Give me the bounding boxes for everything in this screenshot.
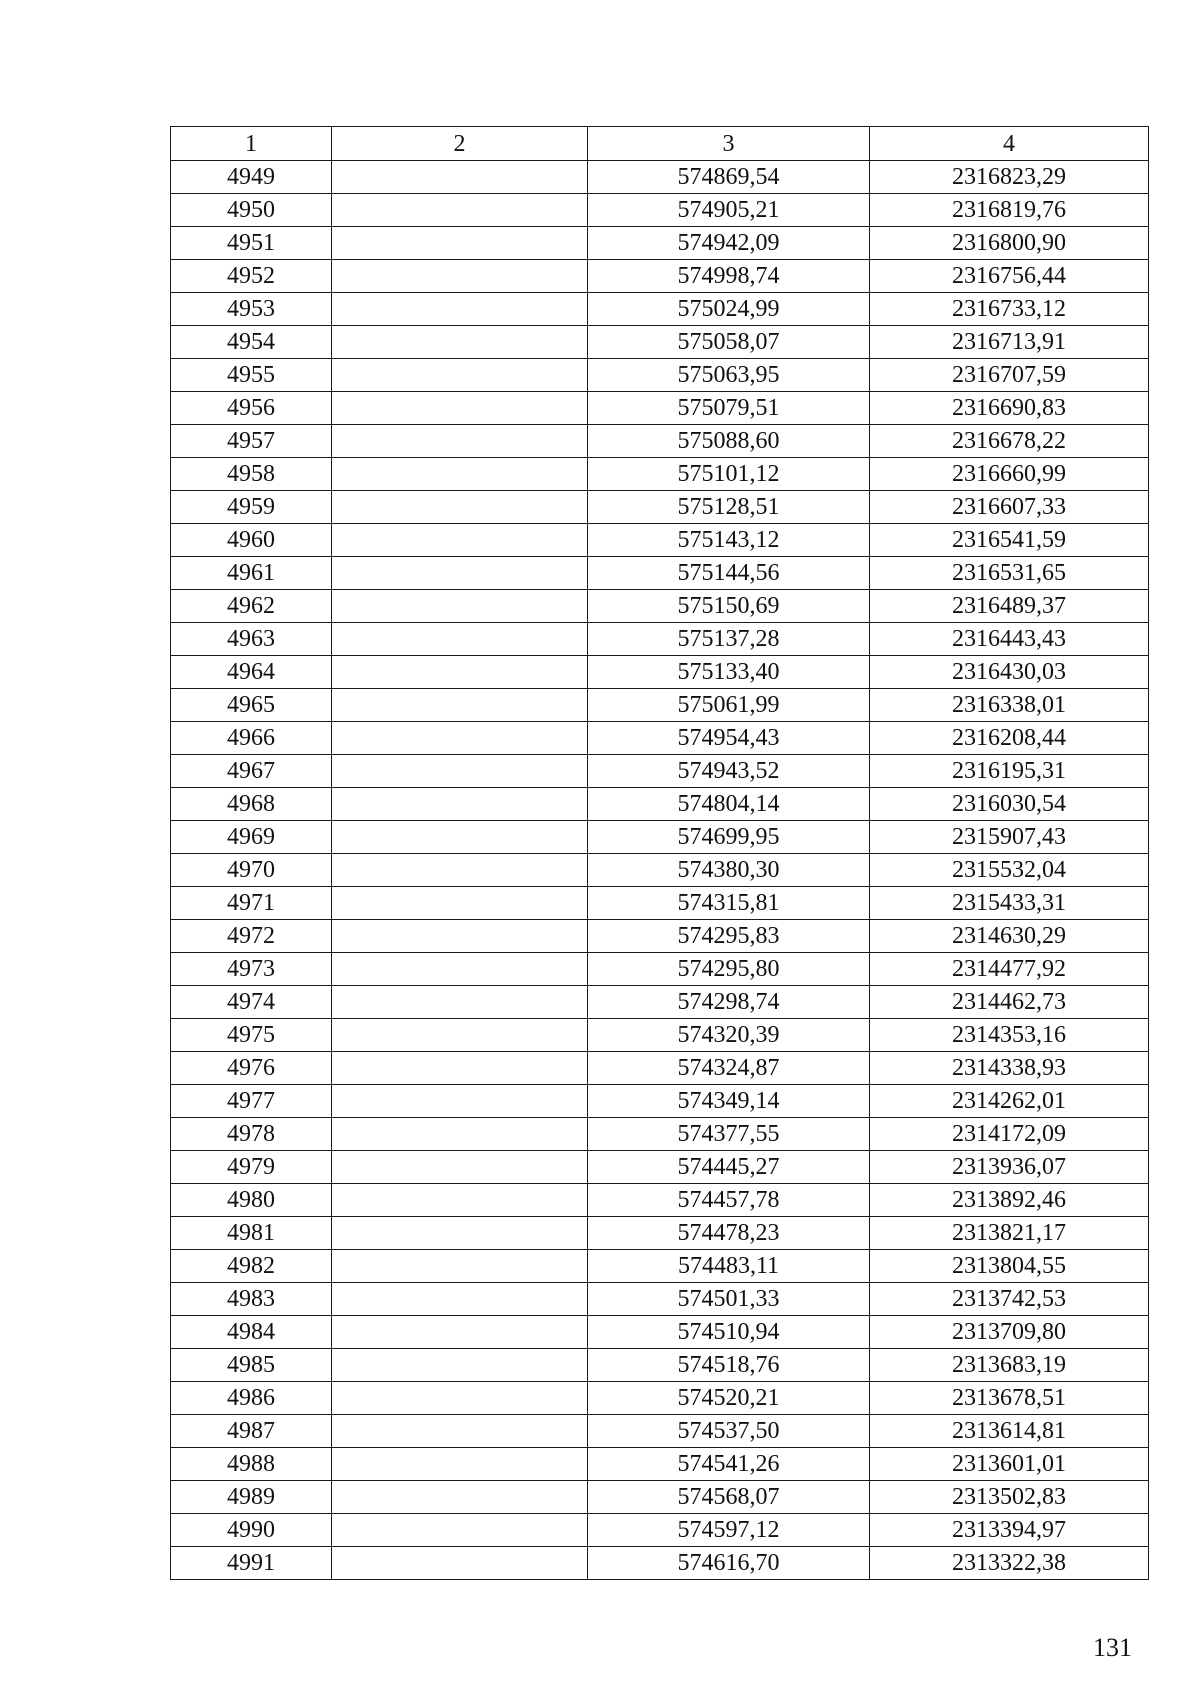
empty-cell [332,1118,588,1151]
empty-cell [332,1019,588,1052]
x-coordinate-cell: 574943,52 [588,755,870,788]
y-coordinate-cell: 2316030,54 [870,788,1149,821]
table-row [171,1151,1149,1184]
table-row [171,359,1149,392]
empty-cell [332,1481,588,1514]
point-number-cell: 4985 [171,1349,332,1382]
table-row [171,1250,1149,1283]
y-coordinate-cell: 2316541,59 [870,524,1149,557]
point-number-cell: 4981 [171,1217,332,1250]
table-row [171,491,1149,524]
x-coordinate-cell: 574483,11 [588,1250,870,1283]
y-coordinate-cell: 2314172,09 [870,1118,1149,1151]
point-number-cell: 4949 [171,161,332,194]
y-coordinate-cell: 2313601,01 [870,1448,1149,1481]
empty-cell [332,689,588,722]
table-row [171,1448,1149,1481]
coordinates-table [170,126,1149,1580]
y-coordinate-cell: 2314338,93 [870,1052,1149,1085]
y-coordinate-cell: 2313322,38 [870,1547,1149,1580]
empty-cell [332,1184,588,1217]
table-row [171,458,1149,491]
y-coordinate-cell: 2316823,29 [870,161,1149,194]
empty-cell [332,194,588,227]
point-number-cell: 4989 [171,1481,332,1514]
y-coordinate-cell: 2313742,53 [870,1283,1149,1316]
page-number: 131 [1093,1633,1132,1662]
table-row [171,1547,1149,1580]
y-coordinate-cell: 2313394,97 [870,1514,1149,1547]
y-coordinate-cell: 2316531,65 [870,557,1149,590]
y-coordinate-cell: 2316443,43 [870,623,1149,656]
point-number-cell: 4976 [171,1052,332,1085]
x-coordinate-cell: 575137,28 [588,623,870,656]
empty-cell [332,1085,588,1118]
empty-cell [332,1316,588,1349]
point-number-cell: 4975 [171,1019,332,1052]
table-row [171,1481,1149,1514]
table-row [171,1217,1149,1250]
table-row [171,755,1149,788]
x-coordinate-cell: 574869,54 [588,161,870,194]
x-coordinate-cell: 574478,23 [588,1217,870,1250]
column-header-1: 1 [171,127,332,161]
empty-cell [332,953,588,986]
point-number-cell: 4980 [171,1184,332,1217]
point-number-cell: 4984 [171,1316,332,1349]
y-coordinate-cell: 2313821,17 [870,1217,1149,1250]
empty-cell [332,1217,588,1250]
table-row [171,227,1149,260]
x-coordinate-cell: 574349,14 [588,1085,870,1118]
point-number-cell: 4986 [171,1382,332,1415]
empty-cell [332,326,588,359]
point-number-cell: 4991 [171,1547,332,1580]
point-number-cell: 4966 [171,722,332,755]
x-coordinate-cell: 575150,69 [588,590,870,623]
point-number-cell: 4982 [171,1250,332,1283]
x-coordinate-cell: 574804,14 [588,788,870,821]
empty-cell [332,293,588,326]
empty-cell [332,1283,588,1316]
y-coordinate-cell: 2316733,12 [870,293,1149,326]
point-number-cell: 4954 [171,326,332,359]
y-coordinate-cell: 2316607,33 [870,491,1149,524]
table-row [171,722,1149,755]
point-number-cell: 4963 [171,623,332,656]
y-coordinate-cell: 2314477,92 [870,953,1149,986]
table-row [171,260,1149,293]
x-coordinate-cell: 575133,40 [588,656,870,689]
x-coordinate-cell: 575088,60 [588,425,870,458]
point-number-cell: 4956 [171,392,332,425]
table-row [171,1316,1149,1349]
point-number-cell: 4959 [171,491,332,524]
point-number-cell: 4955 [171,359,332,392]
empty-cell [332,590,588,623]
point-number-cell: 4951 [171,227,332,260]
point-number-cell: 4958 [171,458,332,491]
x-coordinate-cell: 574298,74 [588,986,870,1019]
y-coordinate-cell: 2314630,29 [870,920,1149,953]
y-coordinate-cell: 2315532,04 [870,854,1149,887]
y-coordinate-cell: 2316707,59 [870,359,1149,392]
table-row [171,821,1149,854]
table-row [171,1514,1149,1547]
x-coordinate-cell: 575024,99 [588,293,870,326]
y-coordinate-cell: 2316489,37 [870,590,1149,623]
table-row [171,1283,1149,1316]
y-coordinate-cell: 2316756,44 [870,260,1149,293]
point-number-cell: 4988 [171,1448,332,1481]
point-number-cell: 4952 [171,260,332,293]
point-number-cell: 4987 [171,1415,332,1448]
point-number-cell: 4972 [171,920,332,953]
point-number-cell: 4950 [171,194,332,227]
y-coordinate-cell: 2316713,91 [870,326,1149,359]
point-number-cell: 4964 [171,656,332,689]
y-coordinate-cell: 2316430,03 [870,656,1149,689]
point-number-cell: 4960 [171,524,332,557]
y-coordinate-cell: 2316208,44 [870,722,1149,755]
point-number-cell: 4978 [171,1118,332,1151]
x-coordinate-cell: 574616,70 [588,1547,870,1580]
x-coordinate-cell: 575143,12 [588,524,870,557]
y-coordinate-cell: 2313502,83 [870,1481,1149,1514]
x-coordinate-cell: 574597,12 [588,1514,870,1547]
x-coordinate-cell: 574998,74 [588,260,870,293]
x-coordinate-cell: 574380,30 [588,854,870,887]
table-row [171,1415,1149,1448]
empty-cell [332,722,588,755]
y-coordinate-cell: 2313936,07 [870,1151,1149,1184]
y-coordinate-cell: 2316678,22 [870,425,1149,458]
point-number-cell: 4957 [171,425,332,458]
table-row [171,656,1149,689]
empty-cell [332,491,588,524]
empty-cell [332,392,588,425]
empty-cell [332,425,588,458]
empty-cell [332,821,588,854]
empty-cell [332,1448,588,1481]
x-coordinate-cell: 575128,51 [588,491,870,524]
empty-cell [332,755,588,788]
point-number-cell: 4962 [171,590,332,623]
y-coordinate-cell: 2314353,16 [870,1019,1149,1052]
point-number-cell: 4990 [171,1514,332,1547]
table-row [171,689,1149,722]
x-coordinate-cell: 574568,07 [588,1481,870,1514]
empty-cell [332,260,588,293]
empty-cell [332,1514,588,1547]
table-row [171,986,1149,1019]
table-row [171,920,1149,953]
x-coordinate-cell: 574954,43 [588,722,870,755]
x-coordinate-cell: 575061,99 [588,689,870,722]
point-number-cell: 4983 [171,1283,332,1316]
x-coordinate-cell: 574315,81 [588,887,870,920]
x-coordinate-cell: 575058,07 [588,326,870,359]
point-number-cell: 4969 [171,821,332,854]
table-row [171,854,1149,887]
x-coordinate-cell: 574518,76 [588,1349,870,1382]
point-number-cell: 4973 [171,953,332,986]
table-body [171,161,1149,1580]
table-row [171,524,1149,557]
x-coordinate-cell: 574445,27 [588,1151,870,1184]
table-row [171,1349,1149,1382]
table-row [171,293,1149,326]
table-row [171,788,1149,821]
point-number-cell: 4967 [171,755,332,788]
y-coordinate-cell: 2313614,81 [870,1415,1149,1448]
empty-cell [332,557,588,590]
empty-cell [332,1415,588,1448]
y-coordinate-cell: 2316690,83 [870,392,1149,425]
point-number-cell: 4970 [171,854,332,887]
empty-cell [332,227,588,260]
x-coordinate-cell: 575063,95 [588,359,870,392]
y-coordinate-cell: 2313709,80 [870,1316,1149,1349]
empty-cell [332,359,588,392]
empty-cell [332,986,588,1019]
y-coordinate-cell: 2316819,76 [870,194,1149,227]
table-row [171,1052,1149,1085]
x-coordinate-cell: 574320,39 [588,1019,870,1052]
x-coordinate-cell: 574905,21 [588,194,870,227]
column-header-2: 2 [332,127,588,161]
empty-cell [332,1250,588,1283]
empty-cell [332,1349,588,1382]
x-coordinate-cell: 574699,95 [588,821,870,854]
table-row [171,1382,1149,1415]
x-coordinate-cell: 574510,94 [588,1316,870,1349]
y-coordinate-cell: 2316195,31 [870,755,1149,788]
table-row [171,1085,1149,1118]
table-row [171,392,1149,425]
table-row [171,161,1149,194]
column-header-3: 3 [588,127,870,161]
empty-cell [332,623,588,656]
empty-cell [332,1547,588,1580]
point-number-cell: 4953 [171,293,332,326]
empty-cell [332,887,588,920]
x-coordinate-cell: 574295,83 [588,920,870,953]
empty-cell [332,920,588,953]
y-coordinate-cell: 2315433,31 [870,887,1149,920]
table-row [171,1019,1149,1052]
x-coordinate-cell: 574377,55 [588,1118,870,1151]
empty-cell [332,161,588,194]
y-coordinate-cell: 2314462,73 [870,986,1149,1019]
column-header-4: 4 [870,127,1149,161]
point-number-cell: 4965 [171,689,332,722]
x-coordinate-cell: 574942,09 [588,227,870,260]
table-row [171,425,1149,458]
x-coordinate-cell: 574324,87 [588,1052,870,1085]
table-row [171,623,1149,656]
x-coordinate-cell: 575144,56 [588,557,870,590]
y-coordinate-cell: 2313678,51 [870,1382,1149,1415]
table-row [171,557,1149,590]
x-coordinate-cell: 574501,33 [588,1283,870,1316]
empty-cell [332,656,588,689]
empty-cell [332,1052,588,1085]
y-coordinate-cell: 2315907,43 [870,821,1149,854]
empty-cell [332,1151,588,1184]
point-number-cell: 4968 [171,788,332,821]
point-number-cell: 4979 [171,1151,332,1184]
point-number-cell: 4977 [171,1085,332,1118]
y-coordinate-cell: 2316338,01 [870,689,1149,722]
table-row [171,1118,1149,1151]
table-row [171,590,1149,623]
table-row [171,953,1149,986]
x-coordinate-cell: 574520,21 [588,1382,870,1415]
x-coordinate-cell: 574295,80 [588,953,870,986]
empty-cell [332,1382,588,1415]
y-coordinate-cell: 2316800,90 [870,227,1149,260]
table-row [171,887,1149,920]
y-coordinate-cell: 2313892,46 [870,1184,1149,1217]
y-coordinate-cell: 2316660,99 [870,458,1149,491]
y-coordinate-cell: 2314262,01 [870,1085,1149,1118]
x-coordinate-cell: 574457,78 [588,1184,870,1217]
y-coordinate-cell: 2313804,55 [870,1250,1149,1283]
empty-cell [332,788,588,821]
y-coordinate-cell: 2313683,19 [870,1349,1149,1382]
x-coordinate-cell: 575079,51 [588,392,870,425]
point-number-cell: 4961 [171,557,332,590]
x-coordinate-cell: 574541,26 [588,1448,870,1481]
empty-cell [332,854,588,887]
table-row [171,1184,1149,1217]
empty-cell [332,524,588,557]
empty-cell [332,458,588,491]
table-row [171,194,1149,227]
point-number-cell: 4974 [171,986,332,1019]
point-number-cell: 4971 [171,887,332,920]
x-coordinate-cell: 574537,50 [588,1415,870,1448]
table-row [171,326,1149,359]
x-coordinate-cell: 575101,12 [588,458,870,491]
table-header-row [171,127,1149,161]
